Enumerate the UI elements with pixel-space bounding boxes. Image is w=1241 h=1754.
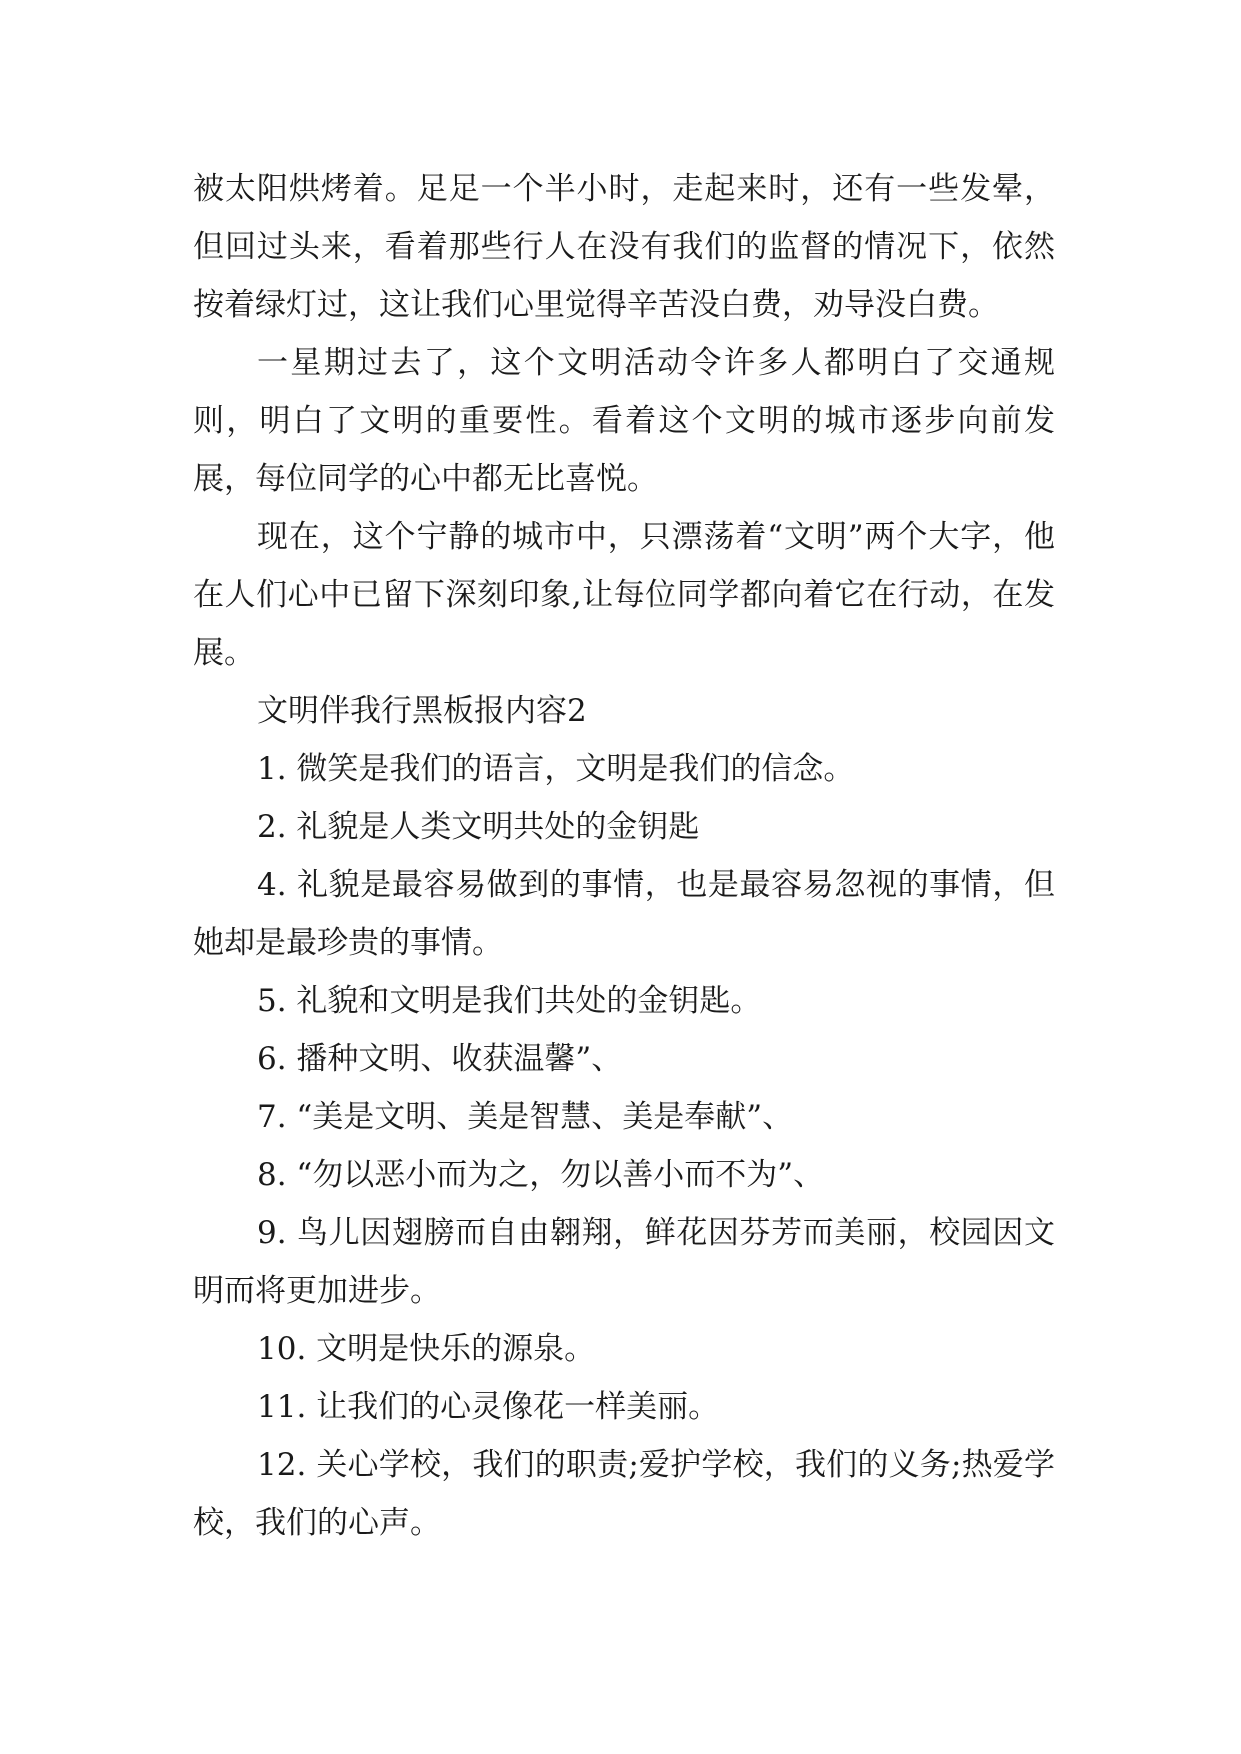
list-item: 2. 礼貌是人类文明共处的金钥匙 <box>257 809 700 845</box>
paragraph-continuation: 被太阳烘烤着。足足一个半小时，走起来时，还有一些发晕，但回过头来，看着那些行人在没有我们的监督的情况下，依然按着绿灯过，这让我们心里觉得辛苦没白费，劝导没白费。 <box>193 171 1055 323</box>
list-item: 7. “美是文明、美是智慧、美是奉献”、 <box>257 1099 794 1135</box>
list-item: 9. 鸟儿因翅膀而自由翱翔，鲜花因芬芳而美丽，校园因文明而将更加进步。 <box>193 1215 1055 1309</box>
section-heading: 文明伴我行黑板报内容2 <box>257 693 587 729</box>
list-item: 10. 文明是快乐的源泉。 <box>257 1331 596 1367</box>
document-body <box>193 160 1055 1552</box>
paragraph: 一星期过去了，这个文明活动令许多人都明白了交通规则，明白了文明的重要性。看着这个文明的城市逐步向前发展，每位同学的心中都无比喜悦。 <box>193 345 1055 497</box>
list-item: 8. “勿以恶小而为之，勿以善小而不为”、 <box>257 1157 825 1193</box>
list-item: 12. 关心学校，我们的职责;爱护学校，我们的义务;热爱学校，我们的心声。 <box>193 1447 1055 1541</box>
list-item: 6. 播种文明、收获温馨”、 <box>257 1041 623 1077</box>
list-item: 5. 礼貌和文明是我们共处的金钥匙。 <box>257 983 762 1019</box>
list-item: 11. 让我们的心灵像花一样美丽。 <box>257 1389 720 1425</box>
list-item: 1. 微笑是我们的语言，文明是我们的信念。 <box>257 751 855 787</box>
list-item: 4. 礼貌是最容易做到的事情，也是最容易忽视的事情，但她却是最珍贵的事情。 <box>193 867 1055 961</box>
paragraph: 现在，这个宁静的城市中，只漂荡着“文明”两个大字，他在人们心中已留下深刻印象,让每位同学都向着它在行动，在发展。 <box>193 519 1055 671</box>
